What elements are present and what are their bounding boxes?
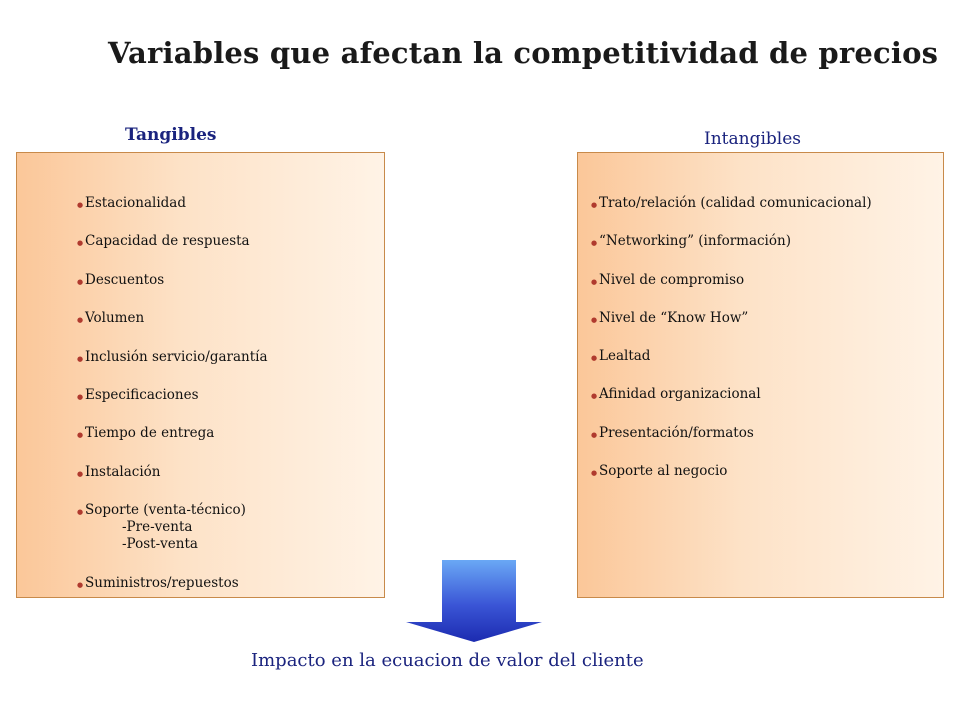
bullet-dot-icon: ● [591, 392, 598, 401]
intangible-item-label: Trato/relación (calidad comunicacional) [599, 195, 872, 211]
list-item [591, 195, 872, 212]
intangible-item-label: Presentación/formatos [599, 424, 754, 441]
list-item [77, 195, 268, 212]
bullet-dot-icon: ● [77, 354, 84, 363]
list-item [591, 272, 872, 289]
bullet-dot-icon: ● [591, 354, 598, 363]
intangible-item-label: Soporte al negocio [599, 463, 728, 480]
intangible-item-label: Nivel de “Know How” [599, 309, 749, 326]
list-item [591, 310, 872, 327]
list-item [77, 272, 268, 289]
list-item [77, 233, 268, 250]
bullet-dot-icon: ● [77, 392, 84, 401]
intangible-item-label: “Networking” (información) [599, 233, 791, 250]
bullet-dot-icon: ● [77, 580, 84, 589]
list-item [77, 464, 268, 481]
tangible-item-label: Soporte (venta-técnico) [85, 502, 246, 519]
bullet-dot-icon: ● [77, 239, 84, 248]
conclusion-text: Impacto en la ecuacion de valor del cliente [251, 650, 644, 671]
list-item [591, 386, 872, 403]
tangible-item-label: Suministros/repuestos [85, 574, 239, 591]
tangible-item-label: Instalación [85, 463, 161, 480]
tangible-item-label: Inclusión servicio/garantía [85, 348, 268, 365]
bullet-dot-icon: ● [77, 277, 84, 286]
list-item [77, 502, 268, 553]
tangible-item-label: Capacidad de respuesta [85, 233, 250, 250]
bullet-dot-icon: ● [77, 469, 84, 478]
list-item [77, 387, 268, 404]
bullet-dot-icon: ● [591, 201, 598, 209]
sub-item-pre-venta: -Pre-venta [122, 519, 193, 536]
bullet-dot-icon: ● [77, 316, 84, 325]
bullet-dot-icon: ● [77, 431, 84, 440]
bullet-dot-icon: ● [591, 430, 598, 439]
intangible-item-label: Nivel de compromiso [599, 271, 745, 288]
list-item [591, 425, 872, 442]
tangible-item-label: Especificaciones [85, 386, 199, 403]
tangible-item-label: Volumen [85, 310, 145, 327]
intangible-item-label: Lealtad [599, 348, 651, 365]
intangibles-list [591, 195, 872, 501]
tangible-item-label: Tiempo de entrega [85, 425, 215, 442]
intangibles-heading: Intangibles [704, 129, 802, 149]
bullet-dot-icon: ● [77, 508, 84, 517]
bullet-dot-icon: ● [591, 277, 598, 286]
list-item [77, 575, 268, 592]
tangibles-list [77, 195, 268, 613]
bullet-dot-icon: ● [591, 239, 598, 248]
intangibles-box [577, 152, 944, 598]
list-item [591, 348, 872, 365]
list-item [77, 310, 268, 327]
tangibles-box [16, 152, 385, 598]
list-item [591, 463, 872, 480]
list-item [77, 425, 268, 442]
list-item [77, 349, 268, 366]
bullet-dot-icon: ● [591, 469, 598, 478]
tangible-item-label: Descuentos [85, 271, 165, 288]
bullet-dot-icon: ● [77, 201, 84, 209]
intangible-item-label: Afinidad organizacional [599, 386, 761, 403]
page-title: Variables que afectan la competitividad de precios [108, 36, 939, 70]
tangibles-heading: Tangibles [125, 125, 217, 145]
bullet-dot-icon: ● [591, 315, 598, 324]
list-item [591, 233, 872, 250]
sub-item-post-venta: -Post-venta [122, 536, 198, 553]
down-arrow-icon [406, 560, 542, 642]
tangible-item-label: Estacionalidad [85, 195, 186, 211]
